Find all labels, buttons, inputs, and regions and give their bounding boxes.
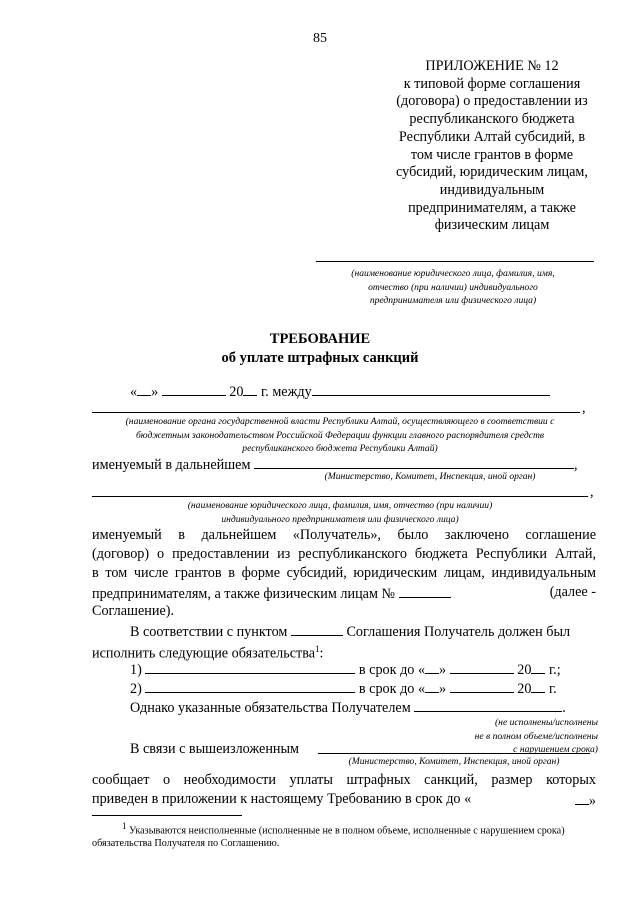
- year-blank[interactable]: [531, 678, 545, 693]
- day-blank[interactable]: [575, 790, 589, 805]
- title-line-1: ТРЕБОВАНИЕ: [269, 331, 371, 347]
- recipient-note: (наименование юридического лица, фамилия, имя, отчество (при наличии) индивидуального предпринимателя или физического лица): [351, 268, 555, 306]
- closing-line: сообщает о необходимости уплаты штрафных санкций, размер которых: [92, 772, 596, 788]
- due-to-line: В связи с вышеизложенным: [130, 741, 300, 757]
- appendix-line: физическим лицам: [434, 217, 550, 234]
- year-blank[interactable]: [531, 659, 545, 674]
- hereinafter-blank[interactable]: [254, 454, 574, 469]
- clause-blank[interactable]: [291, 621, 343, 636]
- appendix-line: республиканского бюджета: [409, 111, 575, 128]
- due-to-note: (Министерство, Комитет, Инспекция, иной орган): [348, 756, 560, 767]
- year-blank[interactable]: [243, 381, 257, 396]
- obligation-blank[interactable]: [145, 659, 355, 674]
- footnote-separator: [92, 815, 242, 816]
- document-title: [0, 330, 640, 368]
- accordance-line: В соответствии с пунктом Соглашения Получатель должен был: [130, 621, 570, 642]
- hereinafter-note: (Министерство, Комитет, Инспекция, иной орган): [324, 471, 536, 482]
- entity-blank-line[interactable]: [92, 496, 588, 497]
- appendix-header: [372, 58, 612, 235]
- appendix-line: индивидуальным: [439, 181, 545, 198]
- title-line-2: об уплате штрафных санкций: [221, 350, 419, 366]
- day-blank[interactable]: [425, 678, 439, 693]
- date-line: « » 20 г. между: [130, 381, 550, 402]
- party-blank[interactable]: [312, 381, 550, 396]
- body-line: Соглашение).: [92, 603, 175, 619]
- appendix-line: предпринимателям, а также: [408, 199, 576, 216]
- body-line: (договор) о предоставлении из республиканского бюджета Республики Алтай,: [92, 546, 596, 562]
- day-blank[interactable]: [137, 381, 151, 396]
- due-to-blank[interactable]: [318, 753, 590, 754]
- page-number: 85: [313, 31, 327, 46]
- status-note: (не исполнены/исполнены не в полном объеме/исполнены с нарушением срока): [474, 717, 598, 755]
- authority-note: (наименование органа государственной власти Республики Алтай, осуществляющего в соответствии с бюджетным законодательством Российской Федерации функции главного распорядителя средств республиканского бюджета Республики Алтай): [125, 416, 555, 454]
- authority-blank-line[interactable]: [92, 412, 580, 413]
- appendix-line: ПРИЛОЖЕНИЕ № 12: [425, 58, 559, 74]
- hereinafter-line: именуемый в дальнейшем ,: [92, 454, 578, 475]
- obligation-item: 2) в срок до « » 20 г.: [130, 678, 557, 699]
- recipient-blank-line[interactable]: [316, 261, 594, 262]
- appendix-line: к типовой форме соглашения: [403, 75, 581, 92]
- day-blank[interactable]: [425, 659, 439, 674]
- status-blank[interactable]: [414, 697, 562, 712]
- body-line: именуемый в дальнейшем «Получатель», было заключено соглашение: [92, 527, 596, 543]
- appendix-line: Республики Алтай субсидий, в: [398, 128, 586, 145]
- appendix-line: том числе грантов в форме: [410, 146, 574, 163]
- obligation-blank[interactable]: [145, 678, 355, 693]
- entity-note: (наименование юридического лица, фамилия, имя, отчество (при наличии) индивидуального предпринимателя или физического лица): [187, 500, 493, 525]
- month-blank[interactable]: [450, 659, 514, 674]
- however-line: Однако указанные обязательства Получателем .: [130, 697, 566, 718]
- footnote-mark: 1: [315, 644, 320, 654]
- body-line: в том числе грантов в форме субсидий, юридическим лицам, индивидуальным: [92, 565, 596, 581]
- month-blank[interactable]: [450, 678, 514, 693]
- obligation-item: 1) в срок до « » 20 г.;: [130, 659, 561, 680]
- appendix-line: (договора) о предоставлении из: [396, 93, 588, 110]
- accordance-line-2: исполнить следующие обязательства$^1$:: [92, 644, 324, 662]
- body-line: предпринимателям, а также физическим лицам № (далее -: [92, 584, 596, 602]
- footnote: $^1$ Указываются неисполненные (исполненные не в полном объеме, исполненные с нарушением срока) обязательства Получателя по Соглашению.: [92, 821, 565, 850]
- month-blank[interactable]: [162, 381, 226, 396]
- agreement-number-blank[interactable]: [399, 583, 451, 598]
- closing-line: приведен в приложении к настоящему Требованию в срок до « »: [92, 791, 596, 809]
- appendix-line: субсидий, юридическим лицам,: [396, 164, 588, 181]
